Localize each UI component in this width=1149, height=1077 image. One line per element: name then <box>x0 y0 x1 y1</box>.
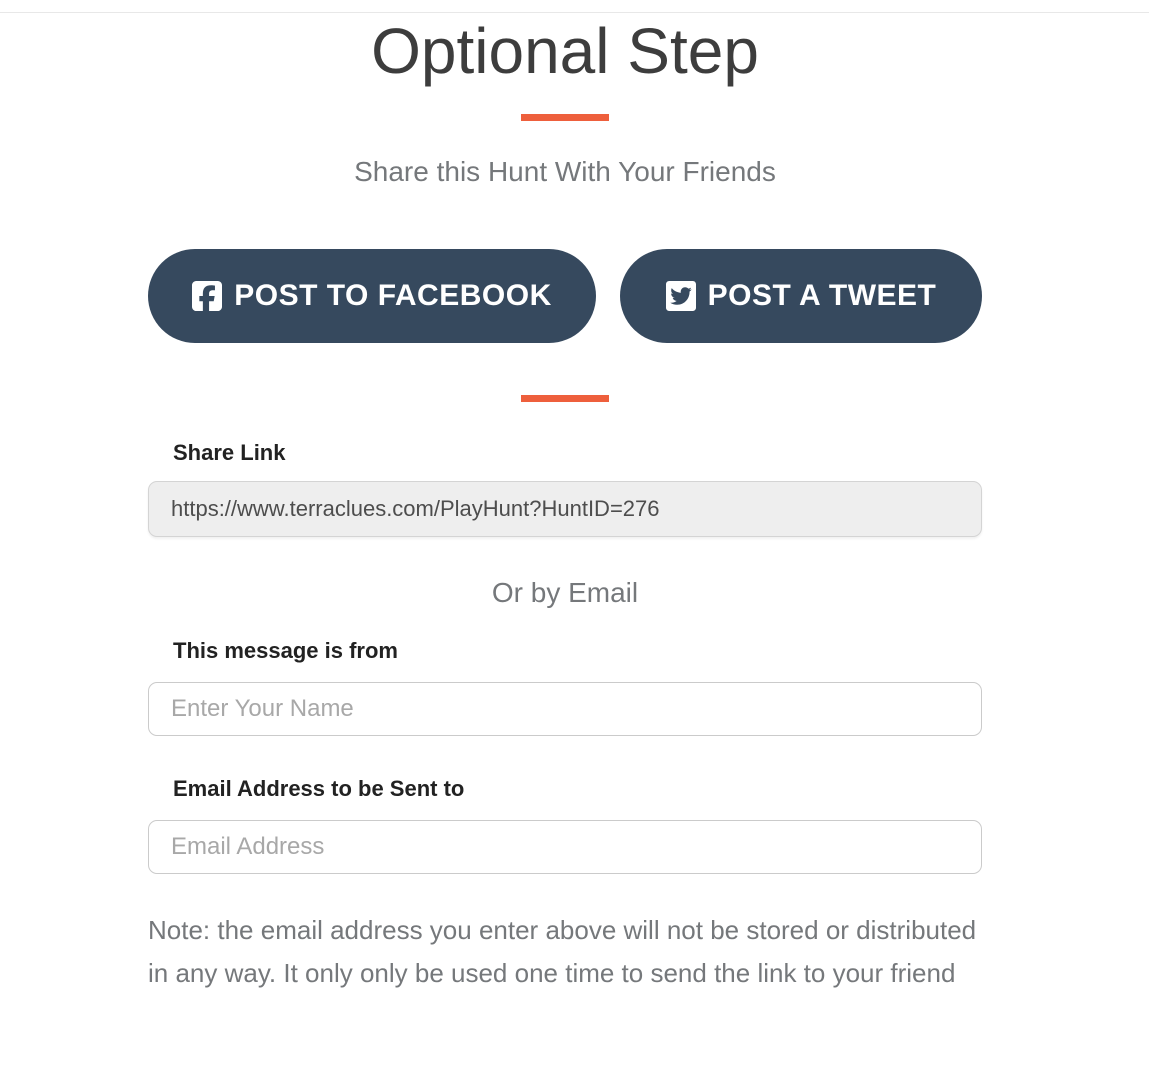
accent-divider-middle <box>521 395 609 402</box>
tweet-button-label: POST A TWEET <box>707 278 937 312</box>
twitter-square-icon <box>666 281 696 311</box>
content-container <box>148 15 982 995</box>
post-a-tweet-button[interactable] <box>620 249 982 343</box>
email-privacy-note: Note: the email address you enter above will not be stored or distributed in any way. It only only be used one time to send the link to your friend <box>148 914 977 988</box>
social-button-row <box>148 249 982 343</box>
message-from-label: This message is from <box>173 637 398 663</box>
facebook-square-icon <box>192 281 222 311</box>
top-divider <box>0 12 1149 13</box>
page-subtitle: Share this Hunt With Your Friends <box>354 155 776 187</box>
share-link-input[interactable] <box>148 481 982 537</box>
facebook-button-label: POST TO FACEBOOK <box>234 278 552 312</box>
or-by-email-heading: Or by Email <box>491 576 639 608</box>
accent-divider-top <box>521 114 609 121</box>
share-link-label: Share Link <box>173 439 286 465</box>
email-to-label: Email Address to be Sent to <box>173 775 465 801</box>
share-page <box>0 12 1149 995</box>
recipient-email-input[interactable] <box>148 820 982 874</box>
post-to-facebook-button[interactable] <box>148 249 596 343</box>
page-title: Optional Step <box>371 15 759 87</box>
sender-name-input[interactable] <box>148 682 982 736</box>
